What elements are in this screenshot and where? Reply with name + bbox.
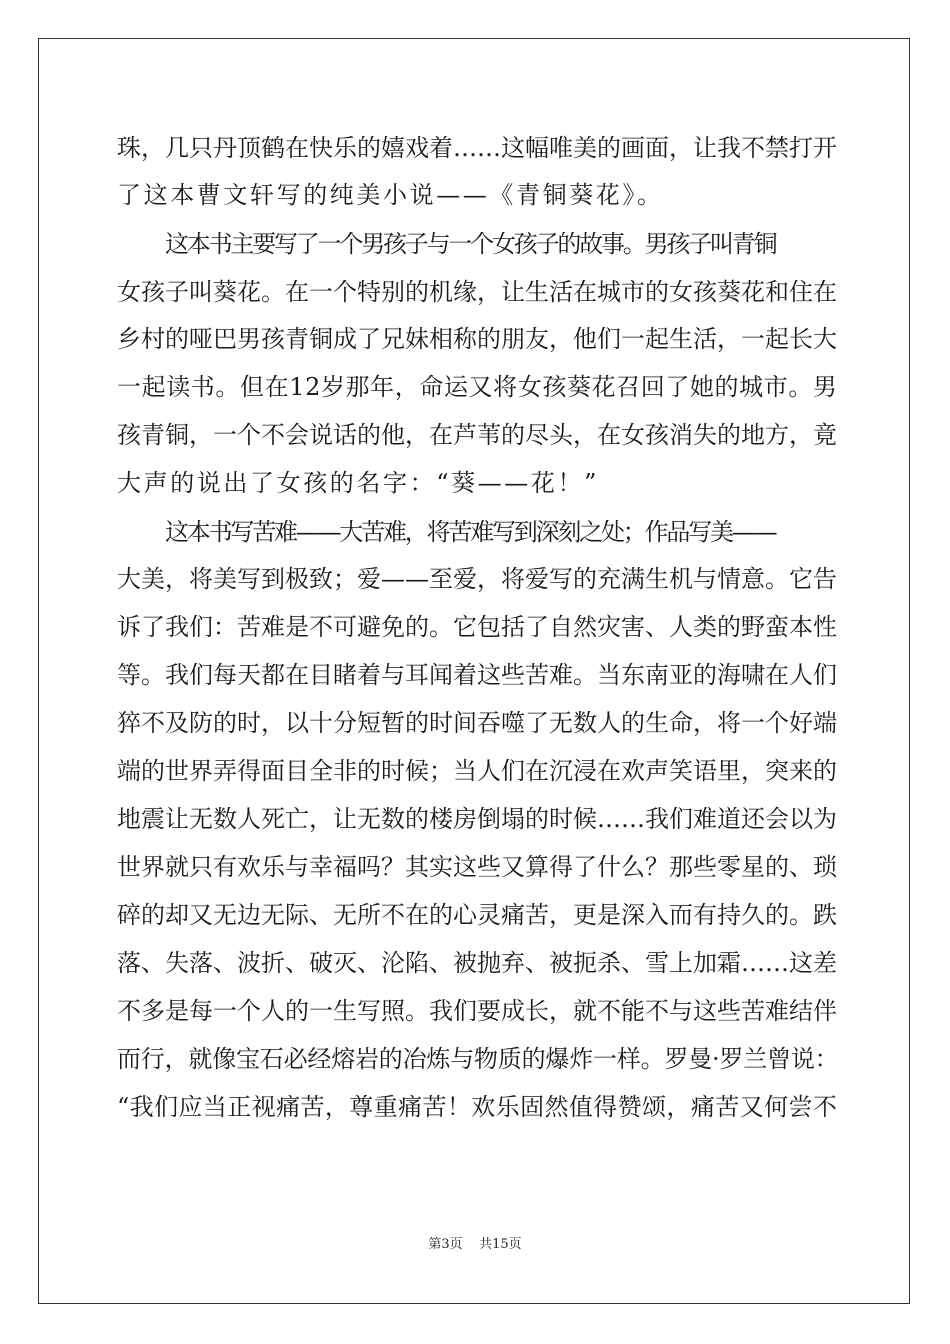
text-line: 一起读书。但在12岁那年，命运又将女孩葵花召回了她的城市。男 xyxy=(117,373,838,401)
text-line: 而行，就像宝石必经熔岩的冶炼与物质的爆炸一样。罗曼·罗兰曾说： xyxy=(117,1045,839,1073)
text-line: 碎的却又无边无际、无所不在的心灵痛苦，更是深入而有持久的。跌 xyxy=(117,901,837,929)
text-line: “我们应当正视痛苦，尊重痛苦！欢乐固然值得赞颂，痛苦又何尝不 xyxy=(117,1093,838,1121)
text-line: 珠，几只丹顶鹤在快乐的嬉戏着……这幅唯美的画面，让我不禁打开 xyxy=(117,134,837,162)
text-line: 等。我们每天都在目睹着与耳闻着这些苦难。当东南亚的海啸在人们 xyxy=(117,661,837,689)
text-line: 猝不及防的时，以十分短暂的时间吞噬了无数人的生命，将一个好端 xyxy=(117,709,837,737)
page-total: 共15页 xyxy=(479,1237,522,1252)
text-line: 大美，将美写到极致；爱——至爱，将爱写的充满生机与情意。它告 xyxy=(117,565,837,593)
text-line: 乡村的哑巴男孩青铜成了兄妹相称的朋友，他们一起生活，一起长大 xyxy=(117,325,837,353)
text-line: 落、失落、波折、破灭、沦陷、被抛弃、被扼杀、雪上加霜……这差 xyxy=(117,949,837,977)
page-number: 第3页 xyxy=(428,1237,463,1252)
text-line: 女孩子叫葵花。在一个特别的机缘，让生活在城市的女孩葵花和住在 xyxy=(117,278,837,306)
page-footer xyxy=(0,1236,950,1254)
text-line: 诉了我们：苦难是不可避免的。它包括了自然灾害、人类的野蛮本性 xyxy=(117,613,837,641)
text-line: 世界就只有欢乐与幸福吗？其实这些又算得了什么？那些零星的、琐 xyxy=(117,853,837,881)
paragraph-start-line: 这本书主要写了一个男孩子与一个女孩子的故事。男孩子叫青铜 xyxy=(165,230,776,258)
paragraph-start-line: 这本书写苦难——大苦难，将苦难写到深刻之处；作品写美—— xyxy=(165,518,776,546)
text-line: 孩青铜，一个不会说话的他，在芦苇的尽头，在女孩消失的地方，竟 xyxy=(117,421,837,449)
text-line: 地震让无数人死亡，让无数的楼房倒塌的时候……我们难道还会以为 xyxy=(117,805,837,833)
text-line: 不多是每一个人的一生写照。我们要成长，就不能不与这些苦难结伴 xyxy=(117,997,837,1025)
text-line: 大声的说出了女孩的名字：“葵——花！” xyxy=(117,469,599,497)
text-line: 了这本曹文轩写的纯美小说——《青铜葵花》。 xyxy=(117,181,664,209)
text-line: 端的世界弄得面目全非的时候；当人们在沉浸在欢声笑语里，突来的 xyxy=(117,757,837,785)
